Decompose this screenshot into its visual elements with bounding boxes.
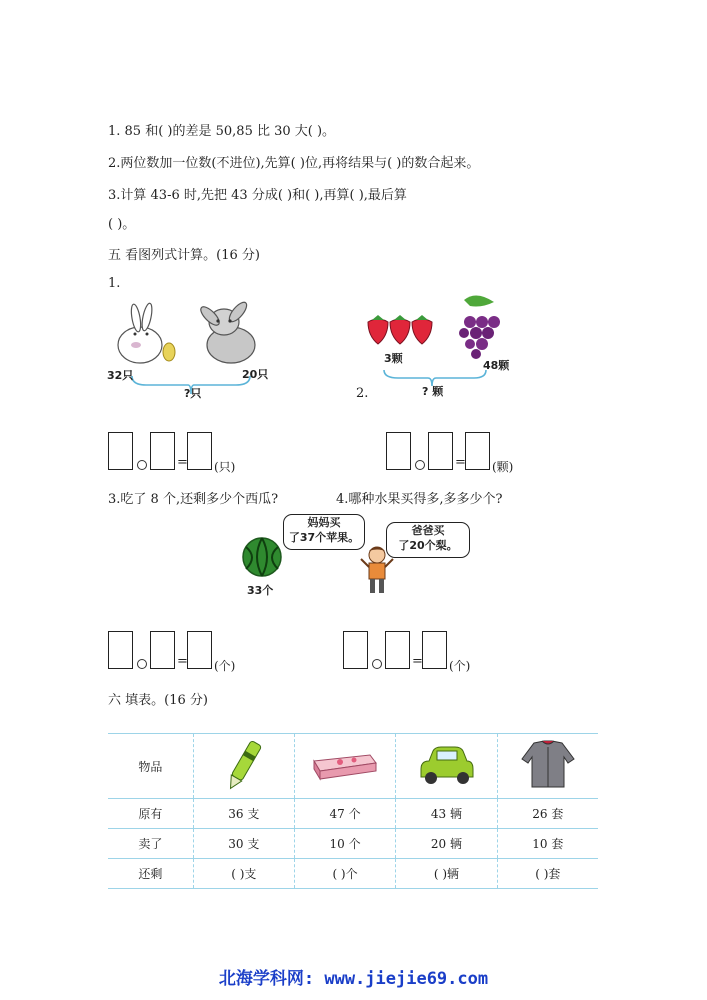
q4-line3: 3.计算 43-6 时,先把 43 分成( )和( ),再算( ),最后算 bbox=[108, 188, 407, 203]
unit-zhi: (只) bbox=[214, 460, 236, 474]
inventory-table bbox=[108, 733, 598, 889]
egg-icon bbox=[163, 343, 175, 361]
answer-box[interactable] bbox=[187, 631, 212, 669]
table-row bbox=[108, 734, 598, 799]
table-row bbox=[108, 859, 598, 889]
operator-circle[interactable] bbox=[137, 460, 147, 470]
watermelon-icon bbox=[240, 535, 285, 580]
answer-box[interactable] bbox=[108, 432, 133, 470]
answer-box[interactable] bbox=[150, 432, 175, 470]
pen-image-cell bbox=[193, 734, 294, 799]
answer-box[interactable] bbox=[385, 631, 410, 669]
table-cell: 36 支 bbox=[193, 799, 294, 829]
operator-circle[interactable] bbox=[372, 659, 382, 669]
answer-box[interactable] bbox=[187, 432, 212, 470]
answer-box[interactable] bbox=[150, 631, 175, 669]
grape-icon bbox=[459, 295, 500, 359]
clothes-icon bbox=[518, 737, 578, 793]
table-cell: 47 个 bbox=[294, 799, 395, 829]
answer-box[interactable] bbox=[465, 432, 490, 470]
unit-ke: (颗) bbox=[492, 460, 514, 474]
strawberry-count: 3颗 bbox=[384, 352, 403, 365]
dad-speech-bubble bbox=[386, 522, 470, 558]
table-cell: 物品 bbox=[108, 734, 193, 799]
dad-bubble-line1: 爸爸买 bbox=[411, 524, 445, 537]
answer-box[interactable] bbox=[428, 432, 453, 470]
item2-number: 2. bbox=[356, 386, 369, 401]
mom-bubble-line2: 了37个苹果。 bbox=[288, 531, 360, 544]
fruit-illustration bbox=[364, 290, 524, 390]
unit-ge: (个) bbox=[214, 659, 236, 673]
table-cell[interactable]: ( )套 bbox=[497, 859, 598, 889]
operator-circle[interactable] bbox=[137, 659, 147, 669]
dad-bubble-line2: 了20个梨。 bbox=[398, 539, 458, 552]
table-cell: 卖了 bbox=[108, 829, 193, 859]
operator-circle[interactable] bbox=[415, 460, 425, 470]
mom-speech-bubble bbox=[283, 514, 365, 550]
table-cell: 10 套 bbox=[497, 829, 598, 859]
q4-line4: ( )。 bbox=[108, 217, 136, 232]
answer-box[interactable] bbox=[108, 631, 133, 669]
table-cell: 原有 bbox=[108, 799, 193, 829]
table-cell: 30 支 bbox=[193, 829, 294, 859]
q4-text: 4.哪种水果买得多,多多少个? bbox=[336, 492, 503, 507]
table-cell: 还剩 bbox=[108, 859, 193, 889]
strawberry-icon bbox=[412, 315, 432, 344]
eraser-icon bbox=[310, 745, 380, 785]
table-cell[interactable]: ( )支 bbox=[193, 859, 294, 889]
watermelon-count: 33个 bbox=[247, 584, 274, 597]
rabbits-question: ?只 bbox=[184, 387, 202, 400]
item1-number: 1. bbox=[108, 276, 121, 291]
car-icon bbox=[415, 743, 477, 787]
table-row bbox=[108, 829, 598, 859]
section5-heading: 五 看图列式计算。(16 分) bbox=[108, 248, 260, 263]
equal-sign: = bbox=[177, 455, 188, 470]
table-cell: 43 辆 bbox=[396, 799, 497, 829]
unit-ge: (个) bbox=[449, 659, 471, 673]
rabbits-left-count: 32只 bbox=[107, 369, 134, 382]
table-cell[interactable]: ( )辆 bbox=[396, 859, 497, 889]
table-cell: 26 套 bbox=[497, 799, 598, 829]
answer-box[interactable] bbox=[386, 432, 411, 470]
strawberry-icon bbox=[368, 315, 388, 344]
eraser-image-cell bbox=[294, 734, 395, 799]
answer-box[interactable] bbox=[343, 631, 368, 669]
table-cell[interactable]: ( )个 bbox=[294, 859, 395, 889]
equal-sign: = bbox=[177, 654, 188, 669]
gray-rabbit-icon bbox=[198, 300, 255, 363]
answer-box[interactable] bbox=[422, 631, 447, 669]
equal-sign: = bbox=[412, 654, 423, 669]
mom-bubble-line1: 妈妈买 bbox=[307, 516, 341, 529]
q4-line2: 2.两位数加一位数(不进位),先算( )位,再将结果与( )的数合起来。 bbox=[108, 156, 480, 171]
car-image-cell bbox=[396, 734, 497, 799]
grape-count: 48颗 bbox=[483, 359, 510, 372]
equal-sign: = bbox=[455, 455, 466, 470]
section6-heading: 六 填表。(16 分) bbox=[108, 693, 208, 708]
q3-text: 3.吃了 8 个,还剩多少个西瓜? bbox=[108, 492, 279, 507]
q4-line1: 1. 85 和( )的差是 50,85 比 30 大( )。 bbox=[108, 124, 336, 139]
footer-link[interactable]: 北海学科网: www.jiejie69.com bbox=[218, 969, 489, 989]
pen-icon bbox=[224, 736, 264, 794]
table-row bbox=[108, 799, 598, 829]
clothes-image-cell bbox=[497, 734, 598, 799]
white-rabbit-icon bbox=[118, 302, 162, 363]
table-cell: 20 辆 bbox=[396, 829, 497, 859]
rabbits-right-count: 20只 bbox=[242, 368, 269, 381]
table-cell: 10 个 bbox=[294, 829, 395, 859]
fruit-question: ? 颗 bbox=[422, 385, 444, 398]
strawberry-icon bbox=[390, 315, 410, 344]
